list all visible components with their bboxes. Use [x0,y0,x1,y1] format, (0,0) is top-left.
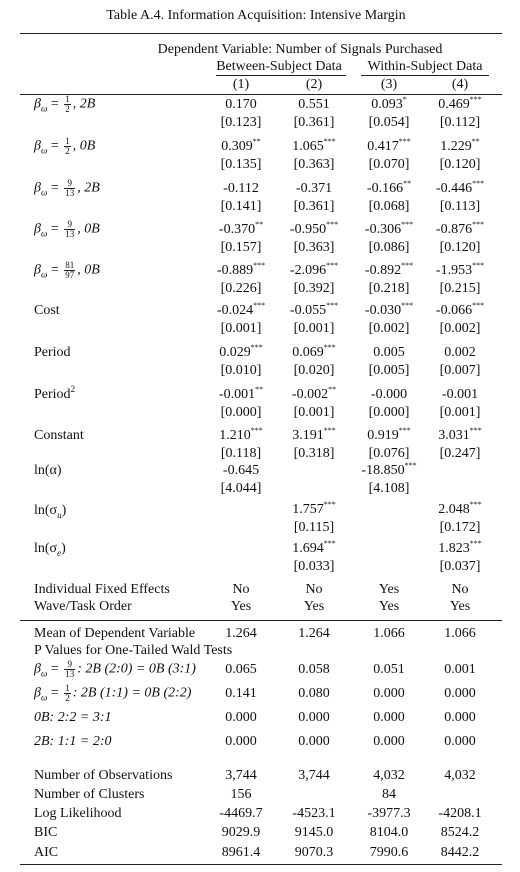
se-cell: [0.363] [293,240,335,255]
coef-cell: -0.876*** [435,220,485,237]
pvalue-cell: 0.000 [225,710,257,725]
row-label: Period [34,345,71,360]
coef-cell: 0.309** [221,137,261,154]
se-cell: [0.068] [368,199,410,214]
coef-cell: 1.229** [440,137,480,154]
coef-cell: 1.210*** [219,426,263,443]
beta-row-label: $\beta_\omega$ = $\frac{9}{13}$ , 2B [34,178,100,198]
table-title: Table A.4. Information Acquisition: Intensive Margin [106,8,406,23]
pvalue-cell: 0.000 [444,686,476,701]
coef-cell: -0.889*** [216,261,266,278]
beta-row-label: $\beta_\omega$ = $\frac{9}{13}$ , 0B [34,219,100,239]
stat-label: Number of Observations [34,768,173,783]
ln-alpha-col1: -0.645 [222,463,260,478]
pvalue-cell: 0.000 [225,734,257,749]
stat-cell: -4469.7 [219,806,263,821]
coef-cell: 0.919*** [367,426,411,443]
se-cell: [0.135] [220,157,262,172]
column-number-1: (1) [232,77,250,92]
se-cell: [0.215] [439,281,481,296]
coef-cell: -0.024*** [216,301,266,318]
se-cell: [0.361] [293,115,335,130]
coef-cell: 0.551 [298,97,330,112]
ln-sigma-e-col2: 1.694*** [292,539,336,556]
coef-cell: 3.031*** [438,426,482,443]
column-number-4: (4) [451,77,469,92]
se-cell: [0.000] [220,405,262,420]
stat-cell: 4,032 [444,768,476,783]
coef-cell: -0.002** [291,385,337,402]
stat-cell: 7990.6 [369,845,409,860]
between-subject-underline [216,75,346,76]
row-label: Period$^2$ [34,384,76,402]
mid-rule [20,620,502,621]
se-cell: [0.054] [368,115,410,130]
stat-cell: 8961.4 [221,845,261,860]
se-cell: [0.141] [220,199,262,214]
pvalue-cell: 0.001 [444,662,476,677]
mean-dep-col1: 1.264 [225,626,257,641]
pvalue-cell: 0.141 [225,686,257,701]
ln-sigma-e-col4: 1.823*** [438,539,482,556]
ln-sigma-e-label: $\ln(\sigma_e)$ [34,541,66,558]
ln-sigma-u-label: $\ln(\sigma_u)$ [34,503,67,520]
pvalue-test-label: $\beta_\omega$ = $\frac{1}{2}$ : 2B (1:1) = 0B (2:2) [34,683,192,703]
se-cell: [0.001] [439,405,481,420]
mean-dep-col2: 1.264 [298,626,330,641]
column-number-3: (3) [380,77,398,92]
se-cell: [0.005] [368,363,410,378]
coef-cell: -0.066*** [435,301,485,318]
stat-cell: 8104.0 [369,825,409,840]
fixed-effects-col4: No [451,582,469,597]
mean-dep-col3: 1.066 [373,626,405,641]
coef-cell: 3.191*** [292,426,336,443]
stat-cell: 9070.3 [294,845,334,860]
pvalue-cell: 0.000 [444,710,476,725]
se-cell: [0.076] [368,446,410,461]
stat-cell: -3977.3 [367,806,411,821]
coef-cell: -0.306*** [364,220,414,237]
se-cell: [0.001] [293,405,335,420]
ln-sigma-u-col4-se: [0.172] [439,520,481,535]
wave-order-label: Wave/Task Order [34,599,132,614]
pvalue-cell: 0.000 [298,710,330,725]
se-cell: [0.112] [439,115,481,130]
pvalue-cell: 0.000 [444,734,476,749]
coef-cell: -0.001 [441,387,479,402]
coef-cell: -1.953*** [435,261,485,278]
se-cell: [0.247] [439,446,481,461]
se-cell: [0.363] [293,157,335,172]
stat-cell: 9145.0 [294,825,334,840]
se-cell: [0.020] [293,363,335,378]
coef-cell: -2.096*** [289,261,339,278]
se-cell: [0.000] [368,405,410,420]
se-cell: [0.118] [220,446,262,461]
dependent-variable-header: Dependent Variable: Number of Signals Purchased [157,42,443,57]
stat-label: BIC [34,825,58,840]
pvalues-title: P Values for One-Tailed Wald Tests [34,643,233,658]
ln-alpha-col3-se: [4.108] [368,481,410,496]
stat-cell: 3,744 [225,768,257,783]
pvalue-test-label: 2B: 1:1 = 2:0 [34,734,112,749]
wave-order-col1: Yes [230,599,252,614]
se-cell: [0.123] [220,115,262,130]
fixed-effects-label: Individual Fixed Effects [34,582,170,597]
coef-cell: 0.417*** [367,137,411,154]
se-cell: [0.157] [220,240,262,255]
ln-sigma-u-col2: 1.757*** [292,500,336,517]
se-cell: [0.226] [220,281,262,296]
wave-order-col4: Yes [449,599,471,614]
beta-row-label: $\beta_\omega$ = $\frac{1}{2}$ , 0B [34,136,96,156]
coef-cell: -0.446*** [435,179,485,196]
pvalue-test-label: $\beta_\omega$ = $\frac{9}{13}$ : 2B (2:0) = 0B (3:1) [34,659,196,679]
se-cell: [0.392] [293,281,335,296]
bottom-rule [20,864,502,865]
coef-cell: -0.166** [366,179,412,196]
coef-cell: 0.005 [373,345,405,360]
se-cell: [0.361] [293,199,335,214]
coef-cell: -0.055*** [289,301,339,318]
within-subject-header: Within-Subject Data [367,59,483,74]
stat-label: Number of Clusters [34,787,145,802]
coef-cell: -0.370** [218,220,264,237]
ln-sigma-e-col2-se: [0.033] [293,559,335,574]
wave-order-col3: Yes [378,599,400,614]
column-number-2: (2) [305,77,323,92]
pvalue-cell: 0.000 [298,734,330,749]
se-cell: [0.120] [439,240,481,255]
stat-cell: 9029.9 [221,825,261,840]
pvalue-cell: 0.058 [298,662,330,677]
se-cell: [0.120] [439,157,481,172]
stat-label: Log Likelihood [34,806,122,821]
pvalue-cell: 0.000 [373,686,405,701]
coef-cell: -0.371 [295,181,333,196]
fixed-effects-col1: No [232,582,250,597]
coef-cell: 0.170 [225,97,257,112]
mean-dep-col4: 1.066 [444,626,476,641]
se-cell: [0.001] [293,321,335,336]
between-subject-header: Between-Subject Data [216,59,342,74]
stat-cell: 4,032 [373,768,405,783]
stat-cell: 3,744 [298,768,330,783]
pvalue-test-label: 0B: 2:2 = 3:1 [34,710,112,725]
coef-cell: -0.892*** [364,261,414,278]
coef-cell: 1.065*** [292,137,336,154]
se-cell: [0.218] [368,281,410,296]
ln-sigma-u-col2-se: [0.115] [293,520,335,535]
ln-sigma-e-col4-se: [0.037] [439,559,481,574]
mean-dep-label: Mean of Dependent Variable [34,626,196,641]
se-cell: [0.001] [220,321,262,336]
fixed-effects-col3: Yes [378,582,400,597]
top-rule [20,33,502,34]
coef-cell: 0.002 [444,345,476,360]
pvalue-cell: 0.051 [373,662,405,677]
stat-cell: 8524.2 [440,825,480,840]
ln-alpha-col1-se: [4.044] [220,481,262,496]
within-subject-underline [361,75,489,76]
coef-cell: 0.093* [371,95,407,112]
coef-cell: 0.469*** [438,95,482,112]
fixed-effects-col2: No [305,582,323,597]
coef-cell: 0.069*** [292,343,336,360]
coef-cell: -0.030*** [364,301,414,318]
stat-cell: -4208.1 [438,806,482,821]
se-cell: [0.086] [368,240,410,255]
pvalue-cell: 0.080 [298,686,330,701]
se-cell: [0.010] [220,363,262,378]
se-cell: [0.113] [439,199,481,214]
pvalue-cell: 0.065 [225,662,257,677]
stat-cell: 84 [382,787,396,802]
wave-order-col2: Yes [303,599,325,614]
ln-alpha-label: ln(α) [34,463,62,478]
coef-cell: -0.001** [218,385,264,402]
stat-label: AIC [34,845,59,860]
coef-cell: -0.112 [223,181,259,196]
stat-cell: -4523.1 [292,806,336,821]
coef-cell: 0.029*** [219,343,263,360]
se-cell: [0.002] [368,321,410,336]
beta-row-label: $\beta_\omega$ = $\frac{81}{97}$ , 0B [34,260,100,280]
stat-cell: 156 [230,787,252,802]
se-cell: [0.070] [368,157,410,172]
coef-cell: -0.950*** [289,220,339,237]
se-cell: [0.002] [439,321,481,336]
pvalue-cell: 0.000 [373,734,405,749]
se-cell: [0.007] [439,363,481,378]
pvalue-cell: 0.000 [373,710,405,725]
beta-row-label: $\beta_\omega$ = $\frac{1}{2}$ , 2B [34,94,96,114]
stat-cell: 8442.2 [440,845,480,860]
row-label: Cost [34,303,60,318]
ln-alpha-col3: -18.850*** [361,461,417,478]
ln-sigma-u-col4: 2.048*** [438,500,482,517]
coef-cell: -0.000 [370,387,408,402]
se-cell: [0.318] [293,446,335,461]
row-label: Constant [34,428,84,443]
